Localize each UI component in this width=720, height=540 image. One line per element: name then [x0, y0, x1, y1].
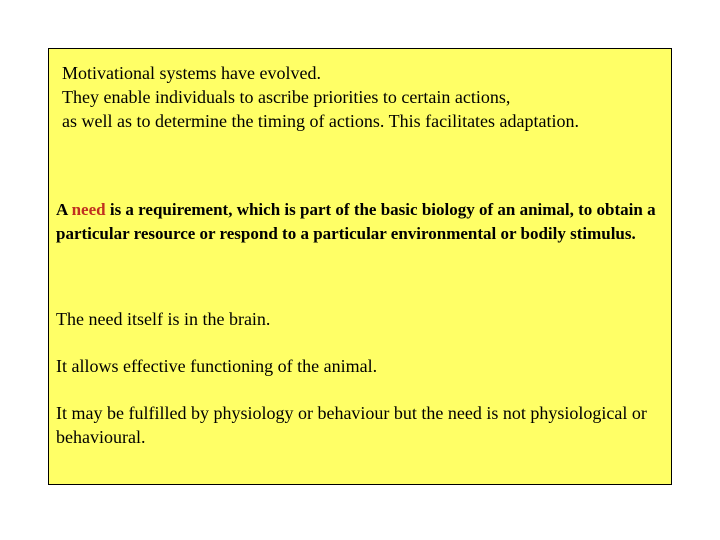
definition-body: is a requirement, which is part of the basic biology of an animal, to obtain a particular resource or respond to a particular environmental or bodily stimulus. [56, 200, 656, 243]
definition-prefix: A [56, 200, 72, 219]
paragraph-effective-functioning: It allows effective functioning of the animal. [56, 356, 378, 376]
intro-line-2: They enable individuals to ascribe priorities to certain actions, [62, 87, 511, 107]
intro-line-3: as well as to determine the timing of actions. This facilitates adaptation. [62, 111, 580, 131]
need-keyword: need [71, 200, 106, 219]
intro-line-1: Motivational systems have evolved. [62, 63, 321, 83]
intro-text-block [62, 61, 662, 133]
need-definition [56, 198, 670, 246]
paragraph-need-in-brain: The need itself is in the brain. [56, 309, 271, 329]
slide-content-box [48, 48, 672, 485]
paragraph-fulfilled-by: It may be fulfilled by physiology or behaviour but the need is not physiological or behavioural. [56, 403, 647, 447]
